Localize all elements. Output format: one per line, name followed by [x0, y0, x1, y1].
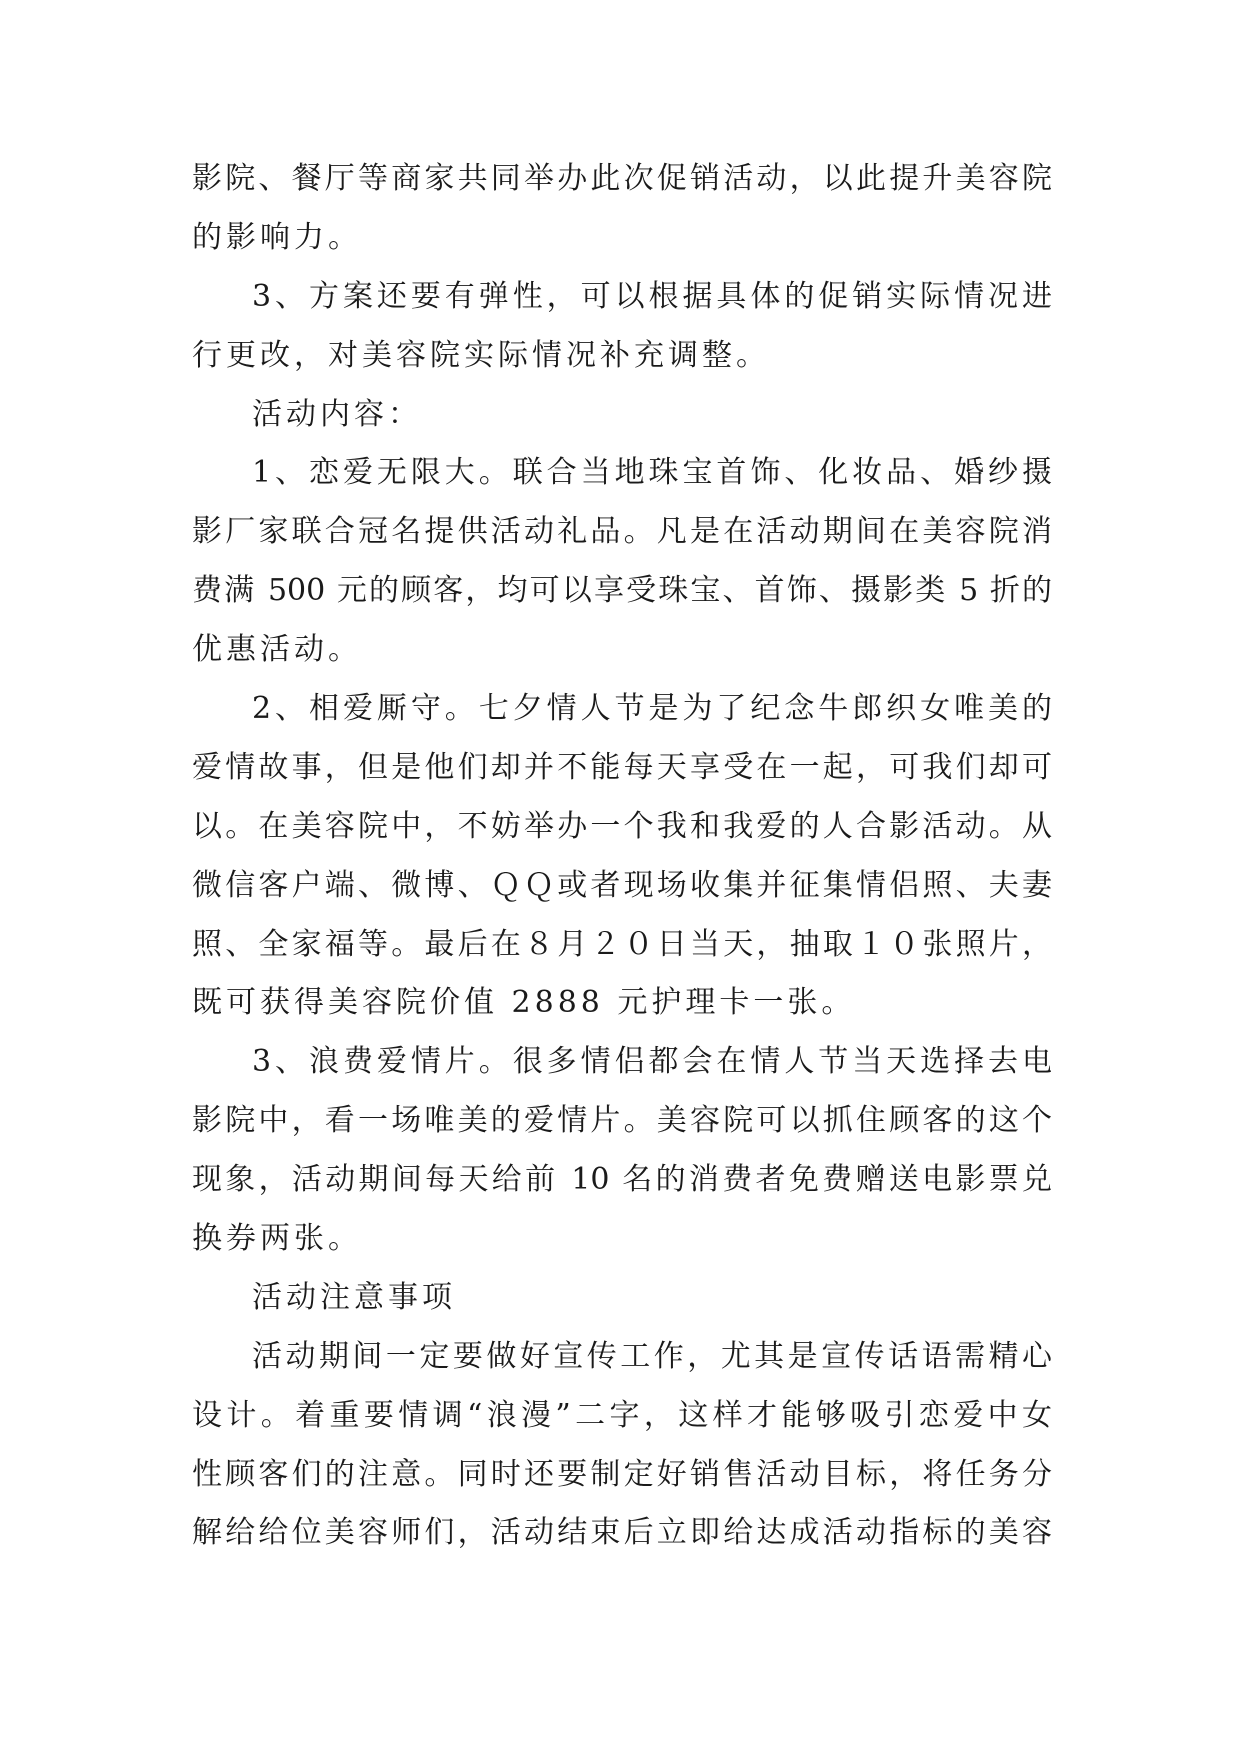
text-line: 微信客户端、微博、ＱＱ或者现场收集并征集情侣照、夫妻: [192, 867, 1052, 903]
text-line: 2、相爱厮守。七夕情人节是为了纪念牛郎织女唯美的: [252, 691, 1052, 727]
text-line: 3、浪费爱情片。很多情侣都会在情人节当天选择去电: [252, 1044, 1052, 1080]
text-line: 既可获得美容院价值 2888 元护理卡一张。: [192, 985, 856, 1021]
text-line: 活动注意事项: [252, 1279, 456, 1315]
text-line: 设计。着重要情调“浪漫”二字，这样才能够吸引恋爱中女: [192, 1397, 1052, 1433]
text-line: 1、恋爱无限大。联合当地珠宝首饰、化妆品、婚纱摄: [252, 455, 1052, 491]
text-line: 换券两张。: [192, 1221, 362, 1257]
text-line: 行更改，对美容院实际情况补充调整。: [192, 337, 770, 373]
text-line: 费满 500 元的顾客，均可以享受珠宝、首饰、摄影类 5 折的: [192, 573, 1052, 609]
text-line: 以。在美容院中，不妨举办一个我和我爱的人合影活动。从: [192, 808, 1052, 844]
text-line: 影院中，看一场唯美的爱情片。美容院可以抓住顾客的这个: [192, 1103, 1052, 1139]
text-line: 爱情故事，但是他们却并不能每天享受在一起，可我们却可: [192, 749, 1052, 785]
text-line: 优惠活动。: [192, 632, 362, 668]
text-line: 解给给位美容师们，活动结束后立即给达成活动指标的美容: [192, 1515, 1052, 1551]
text-line: 影厂家联合冠名提供活动礼品。凡是在活动期间在美容院消: [192, 514, 1052, 550]
text-line: 活动期间一定要做好宣传工作，尤其是宣传话语需精心: [252, 1338, 1052, 1374]
text-line: 3、方案还要有弹性，可以根据具体的促销实际情况进: [252, 278, 1052, 314]
document-body: [192, 150, 1052, 1563]
text-line: 性顾客们的注意。同时还要制定好销售活动目标，将任务分: [192, 1456, 1052, 1492]
text-line: 的影响力。: [192, 219, 362, 255]
text-line: 现象，活动期间每天给前 10 名的消费者免费赠送电影票兑: [192, 1162, 1052, 1198]
text-line: 影院、餐厅等商家共同举办此次促销活动，以此提升美容院: [192, 161, 1052, 196]
text-line: 照、全家福等。最后在８月２０日当天，抽取１０张照片，: [192, 926, 1052, 962]
text-line: 活动内容：: [252, 396, 422, 432]
